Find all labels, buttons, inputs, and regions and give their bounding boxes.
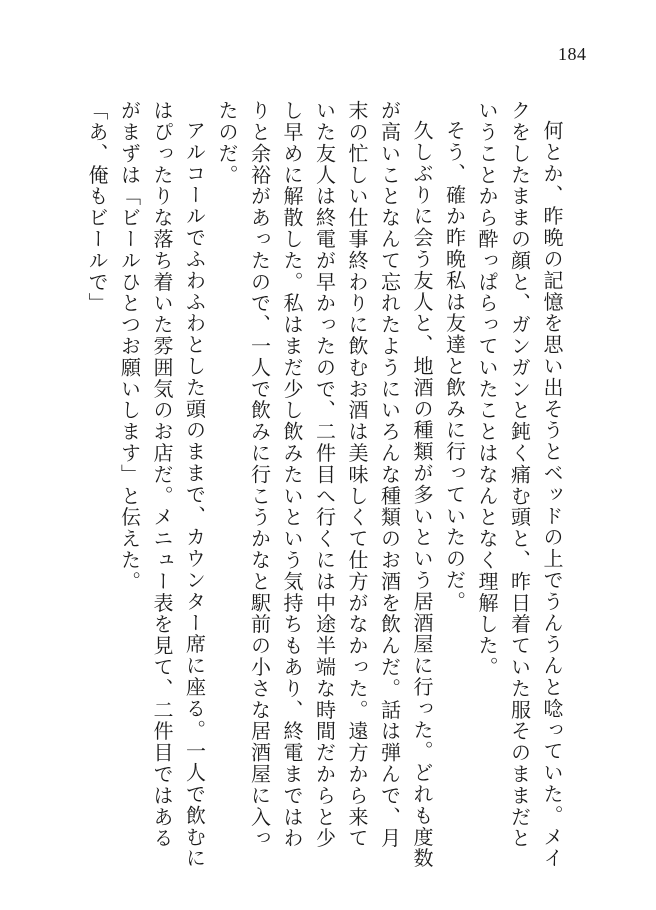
paragraph-2: そう、確か昨晩私は友達と飲みに行っていたのだ。 — [442, 120, 467, 613]
paragraph-4: アルコールでふわふわとした頭のままで、カウンター席に座る。一人で飲むにはぴったりな落ち着いた雰囲気のお店だ。メニュー表を見て、二件目ではあるがまずは「ビールひとつお願いします」と伝えた。 — [117, 100, 207, 869]
body-text — [81, 100, 569, 870]
paragraph-1: 何とか、昨晩の記憶を思い出そうとベッドの上でうんうんと唸っていた。メイクをしたままの顔と、ガンガンと鈍く痛む頭と、昨日着ていた服そのままだということから酔っぱらっていたことはなんとなく理解した。 — [475, 100, 564, 869]
paragraph-3: 久しぶりに会う友人と、地酒の種類が多いという居酒屋に行った。どれも度数が高いことなんて忘れたようにいろんな種類のお酒を飲んだ。話は弾んで、月末の忙しい仕事終わりに飲むお酒は美味しくて仕方がなかった。遠方から来ていた友人は終電が早かったので、二件目へ行くには中途半端な時間だからと少し早めに解散した。私はまだ少し飲みたいという気持ちもあり、終電まではわりと余裕があったので、一人で飲みに行こうかなと駅前の小さな居酒屋に入ったのだ。 — [215, 100, 434, 869]
dialogue-1: 「あ、俺もビールで」 — [85, 100, 109, 314]
page-number: 184 — [558, 44, 587, 64]
